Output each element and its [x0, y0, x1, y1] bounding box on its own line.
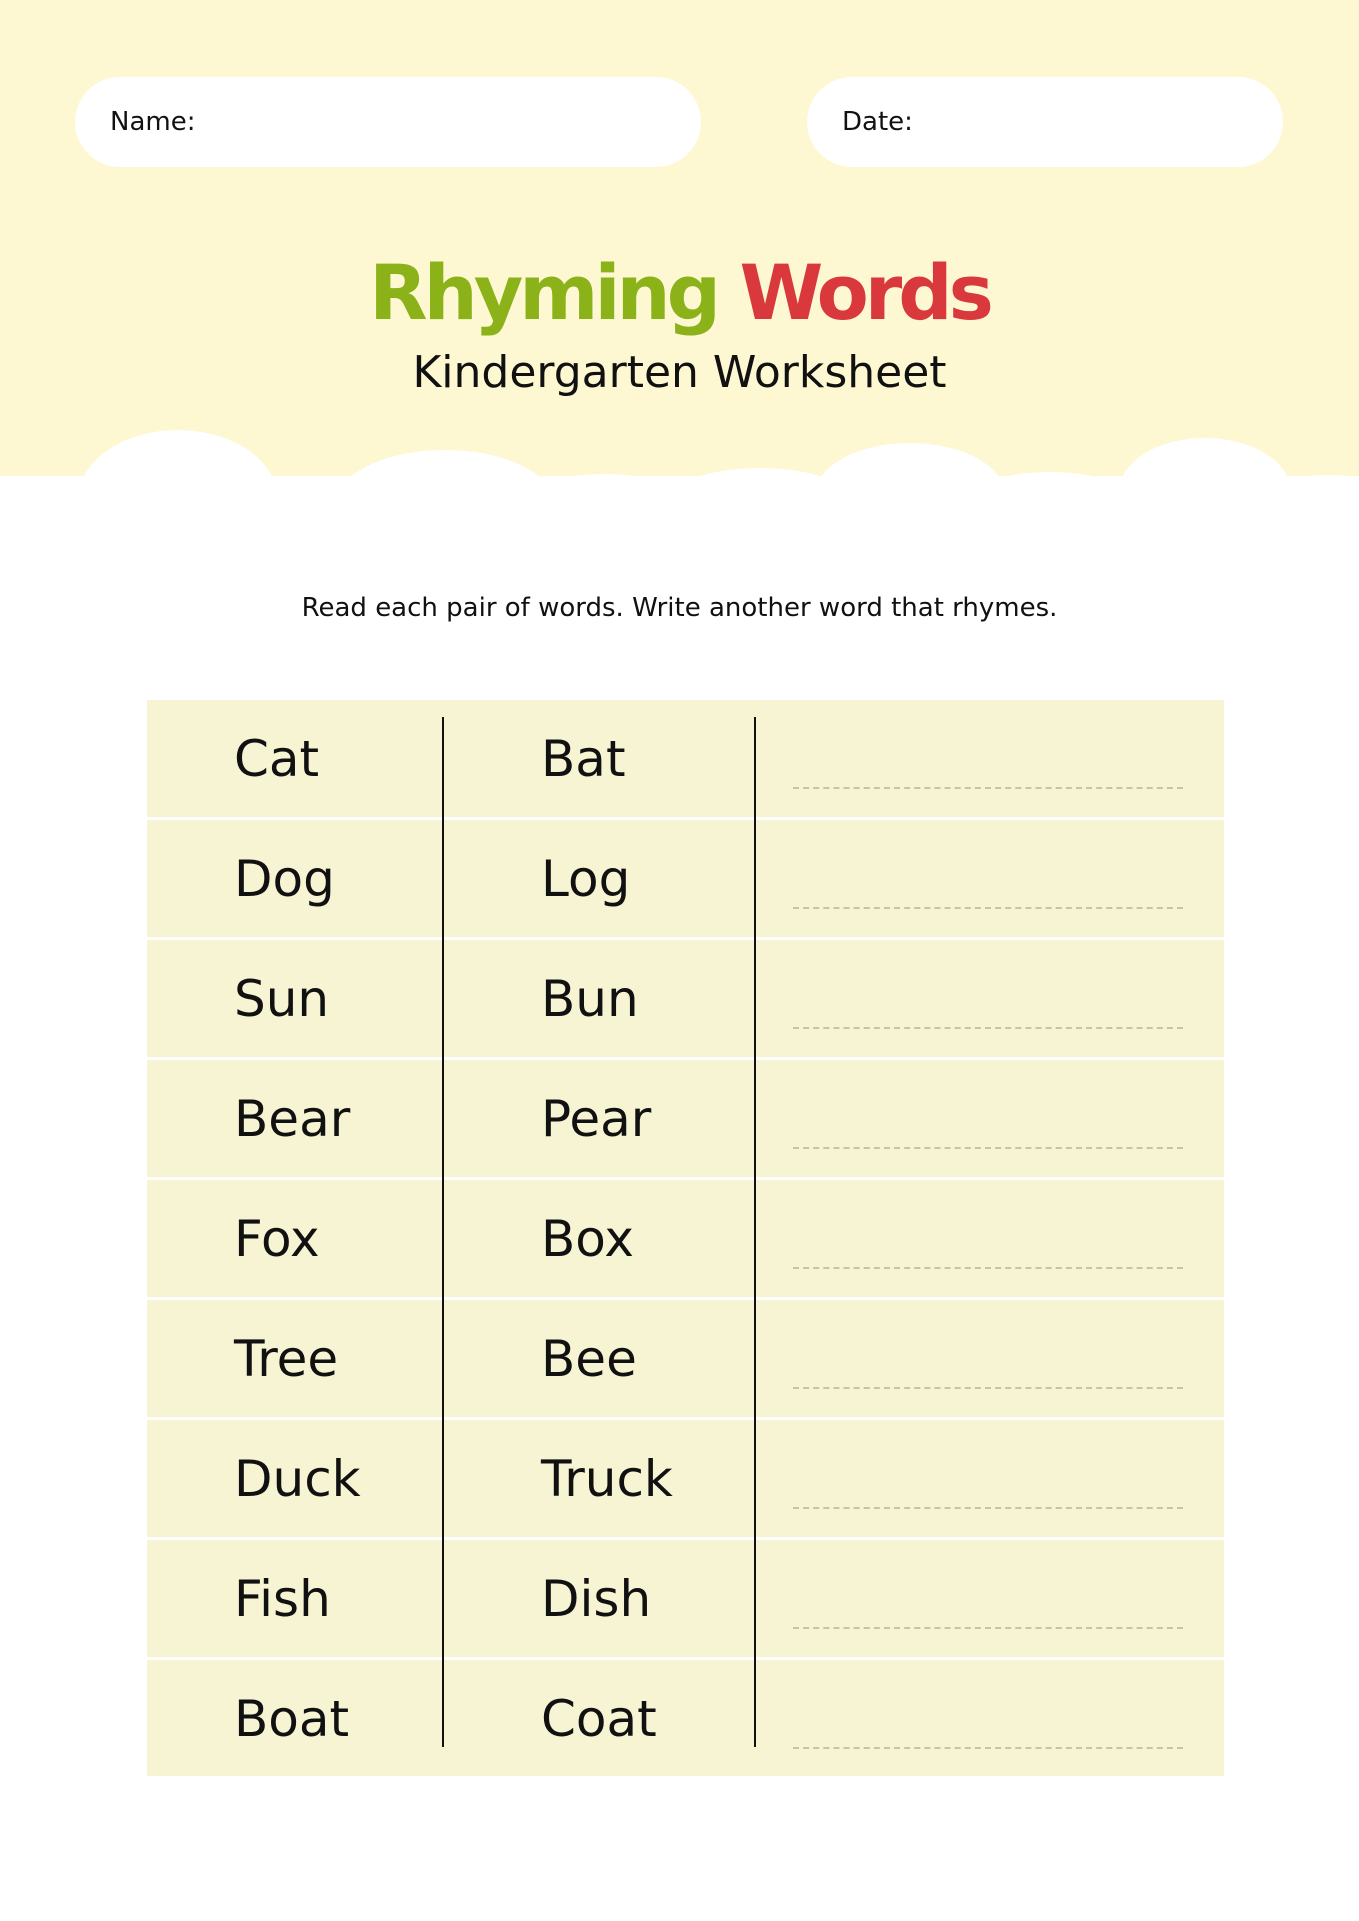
page-subtitle: Kindergarten Worksheet — [412, 347, 947, 398]
column-divider — [442, 717, 444, 1747]
table-row — [147, 820, 1224, 937]
second-word: Coat — [541, 1689, 657, 1748]
name-label: Name: — [110, 107, 196, 137]
first-word: Duck — [234, 1449, 361, 1508]
name-field — [75, 77, 701, 167]
page-title — [0, 248, 1359, 338]
table-row — [147, 940, 1224, 1057]
second-word: Box — [541, 1209, 634, 1268]
second-word: Pear — [541, 1089, 652, 1148]
date-label: Date: — [842, 107, 913, 137]
second-word: Bat — [541, 729, 626, 788]
rhyme-answer-input[interactable] — [793, 1449, 1183, 1509]
table-row — [147, 1060, 1224, 1177]
rhyme-answer-input[interactable] — [793, 729, 1183, 789]
rhyme-answer-input[interactable] — [793, 969, 1183, 1029]
first-word: Fish — [234, 1569, 331, 1628]
table-row — [147, 700, 1224, 817]
date-input[interactable] — [923, 91, 1253, 153]
title-words: Words — [739, 248, 990, 337]
first-word: Boat — [234, 1689, 350, 1748]
second-word: Bee — [541, 1329, 637, 1388]
table-row — [147, 1300, 1224, 1417]
table-row — [147, 1420, 1224, 1537]
first-word: Bear — [234, 1089, 351, 1148]
rhyme-answer-input[interactable] — [793, 1689, 1183, 1749]
second-word: Log — [541, 849, 631, 908]
date-field — [807, 77, 1283, 167]
table-row — [147, 1660, 1224, 1777]
rhyme-answer-input[interactable] — [793, 1209, 1183, 1269]
first-word: Tree — [234, 1329, 339, 1388]
first-word: Sun — [234, 969, 330, 1028]
table-row — [147, 1540, 1224, 1657]
second-word: Bun — [541, 969, 639, 1028]
table-row — [147, 1180, 1224, 1297]
column-divider — [754, 717, 756, 1747]
rhyme-answer-input[interactable] — [793, 849, 1183, 909]
instructions: Read each pair of words. Write another word that rhymes. — [301, 593, 1058, 623]
title-rhyming: Rhyming — [369, 248, 717, 337]
first-word: Fox — [234, 1209, 320, 1268]
rhyme-answer-input[interactable] — [793, 1569, 1183, 1629]
second-word: Truck — [541, 1449, 673, 1508]
first-word: Dog — [234, 849, 335, 908]
rhyme-answer-input[interactable] — [793, 1329, 1183, 1389]
second-word: Dish — [541, 1569, 652, 1628]
first-word: Cat — [234, 729, 320, 788]
rhyme-answer-input[interactable] — [793, 1089, 1183, 1149]
rhyming-table — [147, 700, 1224, 1776]
name-input[interactable] — [205, 91, 671, 153]
